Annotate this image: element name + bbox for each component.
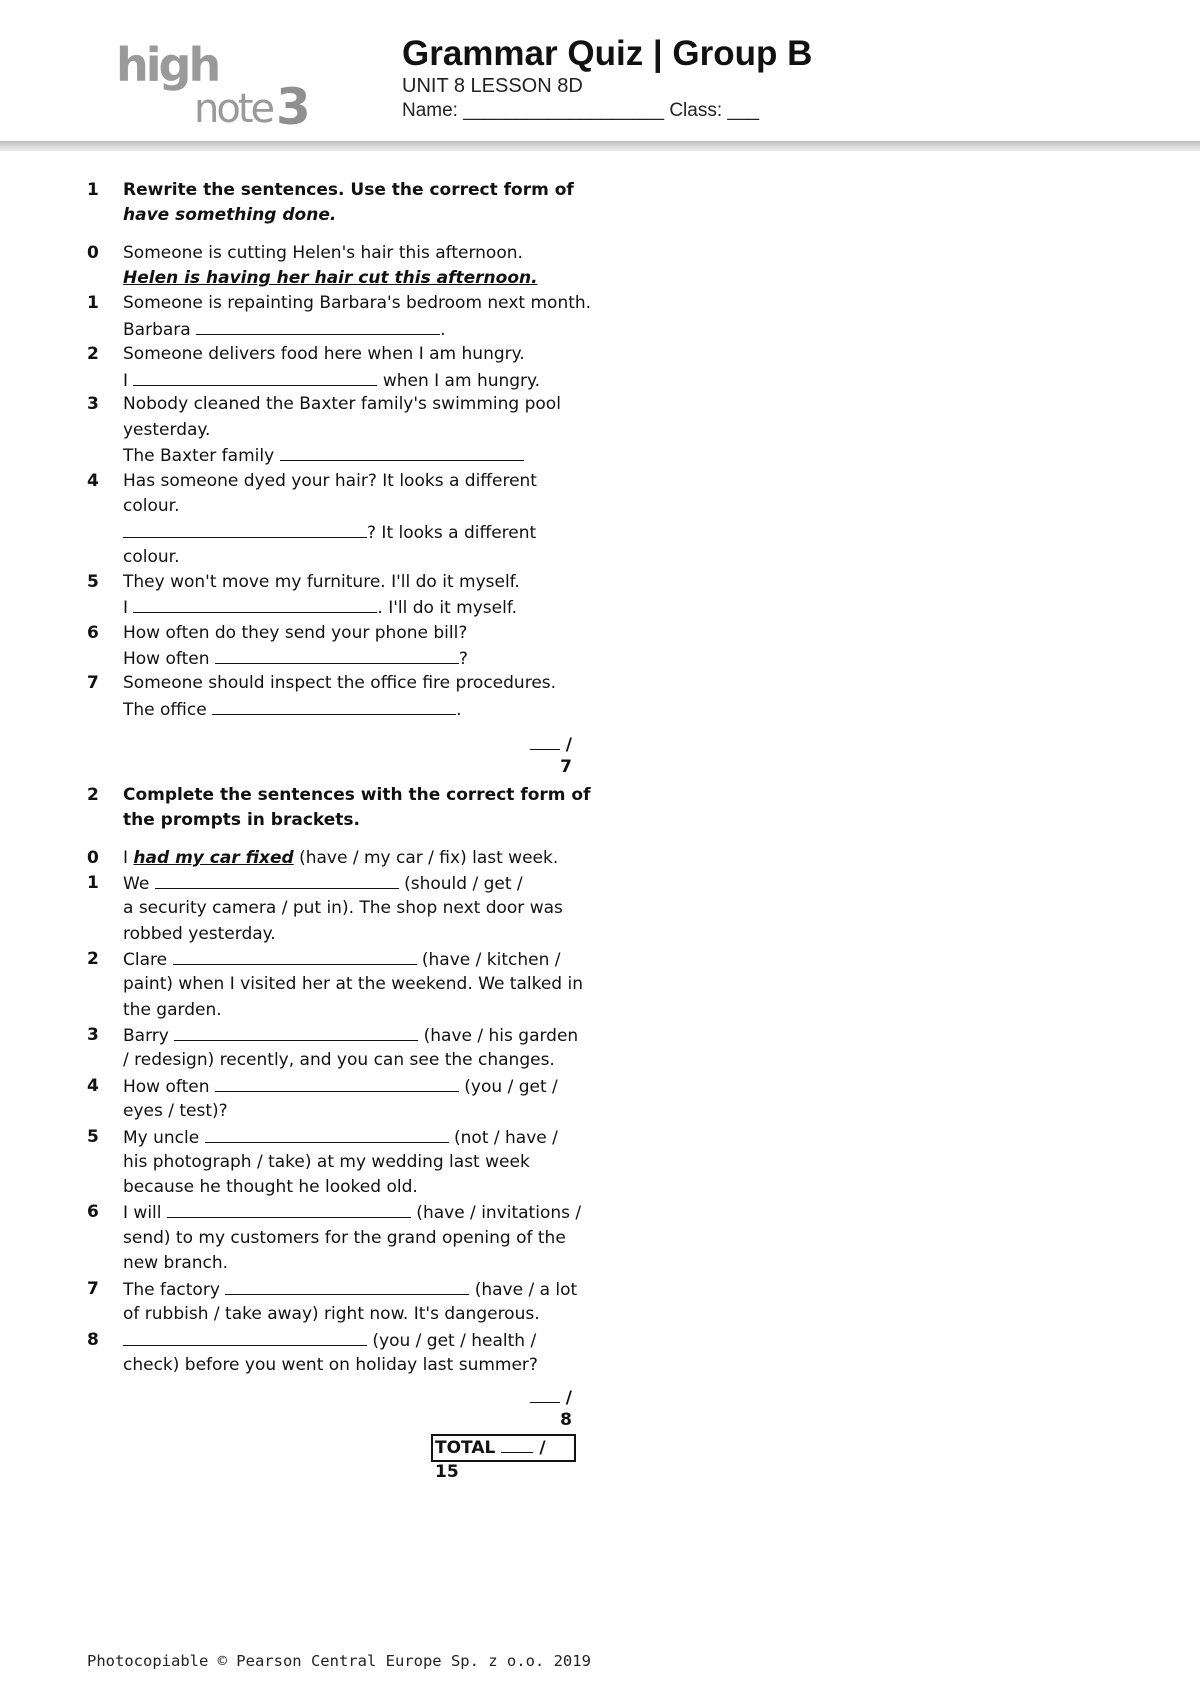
item-number: 2 xyxy=(87,344,99,364)
instruction-line: the prompts in brackets. xyxy=(123,810,360,830)
item-prompt: colour. xyxy=(123,496,180,516)
item-prompt: yesterday. xyxy=(123,420,211,440)
answer-start: I xyxy=(123,598,134,618)
item-number: 3 xyxy=(87,1025,99,1045)
item-number: 0 xyxy=(87,243,99,263)
answer-gap[interactable] xyxy=(167,1200,411,1218)
item-prompt: Has someone dyed your hair? It looks a different xyxy=(123,471,537,491)
header-divider xyxy=(0,141,1200,151)
exercise-number: 2 xyxy=(87,785,99,805)
instruction-line: Complete the sentences with the correct form of xyxy=(123,785,591,805)
item-prompt: robbed yesterday. xyxy=(123,924,276,944)
answer-end: ? It looks a different xyxy=(367,523,537,543)
answer-start: The Baxter family xyxy=(123,446,280,466)
item-prompt: (have / his garden xyxy=(418,1026,579,1046)
answer-gap[interactable] xyxy=(215,1074,459,1092)
score-max: / 7 xyxy=(560,735,572,777)
item-number: 7 xyxy=(87,1279,99,1299)
answer-gap[interactable] xyxy=(123,520,367,538)
total-blank[interactable] xyxy=(501,1437,533,1453)
item-number: 6 xyxy=(87,1202,99,1222)
item-prompt: (have / kitchen / xyxy=(416,950,561,970)
item-number: 5 xyxy=(87,572,99,592)
answer-end: when I am hungry. xyxy=(377,371,541,391)
item-prompt: How often do they send your phone bill? xyxy=(123,623,468,643)
answer-gap[interactable] xyxy=(133,595,377,613)
logo-word-note: note xyxy=(194,86,273,132)
item-prompt: (have / invitations / xyxy=(410,1203,582,1223)
item-prompt: Someone is cutting Helen's hair this afternoon. xyxy=(123,243,523,263)
item-prompt: paint) when I visited her at the weekend. We talked in xyxy=(123,974,584,994)
name-label: Name: xyxy=(402,100,458,121)
item-prompt: Nobody cleaned the Baxter family's swimming pool xyxy=(123,394,561,414)
answer-start: How often xyxy=(123,649,215,669)
item-prompt: (have / a lot xyxy=(469,1280,578,1300)
item-start: My uncle xyxy=(123,1128,205,1148)
item-number: 0 xyxy=(87,848,99,868)
answer-gap[interactable] xyxy=(155,871,399,889)
total-label: TOTAL xyxy=(435,1438,496,1458)
answer-start: I xyxy=(123,371,134,391)
item-number: 3 xyxy=(87,394,99,414)
instruction-line: have something done. xyxy=(123,205,337,225)
item-prompt: a security camera / put in). The shop next door was xyxy=(123,898,563,918)
item-prompt: Someone is repainting Barbara's bedroom next month. xyxy=(123,293,592,313)
item-number: 7 xyxy=(87,673,99,693)
item-prompt: the garden. xyxy=(123,1000,222,1020)
high-note-logo xyxy=(116,36,326,136)
answer-gap[interactable] xyxy=(280,443,524,461)
exercise-1-score xyxy=(516,734,572,778)
instruction-line: Rewrite the sentences. Use the correct form of xyxy=(123,180,574,200)
unit-lesson: UNIT 8 LESSON 8D xyxy=(402,75,583,97)
item-prompt: his photograph / take) at my wedding last week xyxy=(123,1152,530,1172)
name-class-line xyxy=(402,98,812,124)
answer-gap[interactable] xyxy=(196,317,440,335)
item-prompt: of rubbish / take away) right now. It's dangerous. xyxy=(123,1304,540,1324)
item-prompt: (should / get / xyxy=(398,874,523,894)
item-prompt: send) to my customers for the grand opening of the xyxy=(123,1228,566,1248)
item-prompt: (you / get / xyxy=(458,1077,558,1097)
name-blank: ___________________ xyxy=(463,100,665,121)
item-number: 6 xyxy=(87,623,99,643)
example-answer: had my car fixed xyxy=(133,848,294,868)
answer-end: colour. xyxy=(123,547,180,567)
answer-gap[interactable] xyxy=(215,646,459,664)
item-prompt: check) before you went on holiday last summer? xyxy=(123,1355,538,1375)
answer-gap[interactable] xyxy=(212,697,456,715)
item-prompt: eyes / test)? xyxy=(123,1101,228,1121)
example-answer: Helen is having her hair cut this afternoon. xyxy=(123,268,538,288)
total-score-box xyxy=(431,1434,576,1482)
item-number: 1 xyxy=(87,293,99,313)
class-blank: ___ xyxy=(727,100,760,121)
page-title: Grammar Quiz | Group B xyxy=(402,34,813,73)
answer-gap[interactable] xyxy=(123,1328,367,1346)
answer-gap[interactable] xyxy=(225,1277,469,1295)
answer-start: Barbara xyxy=(123,320,197,340)
answer-start: The office xyxy=(123,700,213,720)
logo-word-high: high xyxy=(116,38,219,92)
item-number: 4 xyxy=(87,1076,99,1096)
exercise-number: 1 xyxy=(87,180,99,200)
item-number: 1 xyxy=(87,873,99,893)
item-start: Clare xyxy=(123,950,173,970)
item-start: Barry xyxy=(123,1026,175,1046)
example-start: I xyxy=(123,848,134,868)
total-max: / 15 xyxy=(435,1438,546,1482)
item-start: We xyxy=(123,874,155,894)
item-prompt: Someone delivers food here when I am hungry. xyxy=(123,344,525,364)
item-prompt: They won't move my furniture. I'll do it myself. xyxy=(123,572,520,592)
answer-end: . I'll do it myself. xyxy=(377,598,517,618)
item-prompt: / redesign) recently, and you can see the changes. xyxy=(123,1050,555,1070)
answer-end: . xyxy=(456,700,462,720)
class-label: Class: xyxy=(669,100,723,121)
item-prompt: new branch. xyxy=(123,1253,229,1273)
score-blank[interactable] xyxy=(530,734,560,750)
item-number: 5 xyxy=(87,1127,99,1147)
item-start: The factory xyxy=(123,1280,226,1300)
item-number: 2 xyxy=(87,949,99,969)
answer-gap[interactable] xyxy=(174,1023,418,1041)
item-prompt: (you / get / health / xyxy=(367,1331,537,1351)
example-end: (have / my car / fix) last week. xyxy=(293,848,559,868)
item-prompt: Someone should inspect the office fire procedures. xyxy=(123,673,557,693)
logo-number: 3 xyxy=(276,78,311,136)
score-blank[interactable] xyxy=(530,1387,560,1403)
item-number: 8 xyxy=(87,1330,99,1350)
answer-gap[interactable] xyxy=(173,947,417,965)
copyright-footer: Photocopiable © Pearson Central Europe Sp. z o.o. 2019 xyxy=(87,1652,591,1670)
answer-end: . xyxy=(440,320,446,340)
title-block xyxy=(402,34,812,124)
exercise-2-score xyxy=(516,1387,572,1431)
item-prompt: because he thought he looked old. xyxy=(123,1177,418,1197)
item-number: 4 xyxy=(87,471,99,491)
item-prompt: (not / have / xyxy=(448,1128,558,1148)
item-start: How often xyxy=(123,1077,215,1097)
score-max: / 8 xyxy=(560,1388,572,1430)
answer-gap[interactable] xyxy=(133,368,377,386)
answer-gap[interactable] xyxy=(205,1125,449,1143)
answer-end: ? xyxy=(458,649,468,669)
item-start: I will xyxy=(123,1203,167,1223)
